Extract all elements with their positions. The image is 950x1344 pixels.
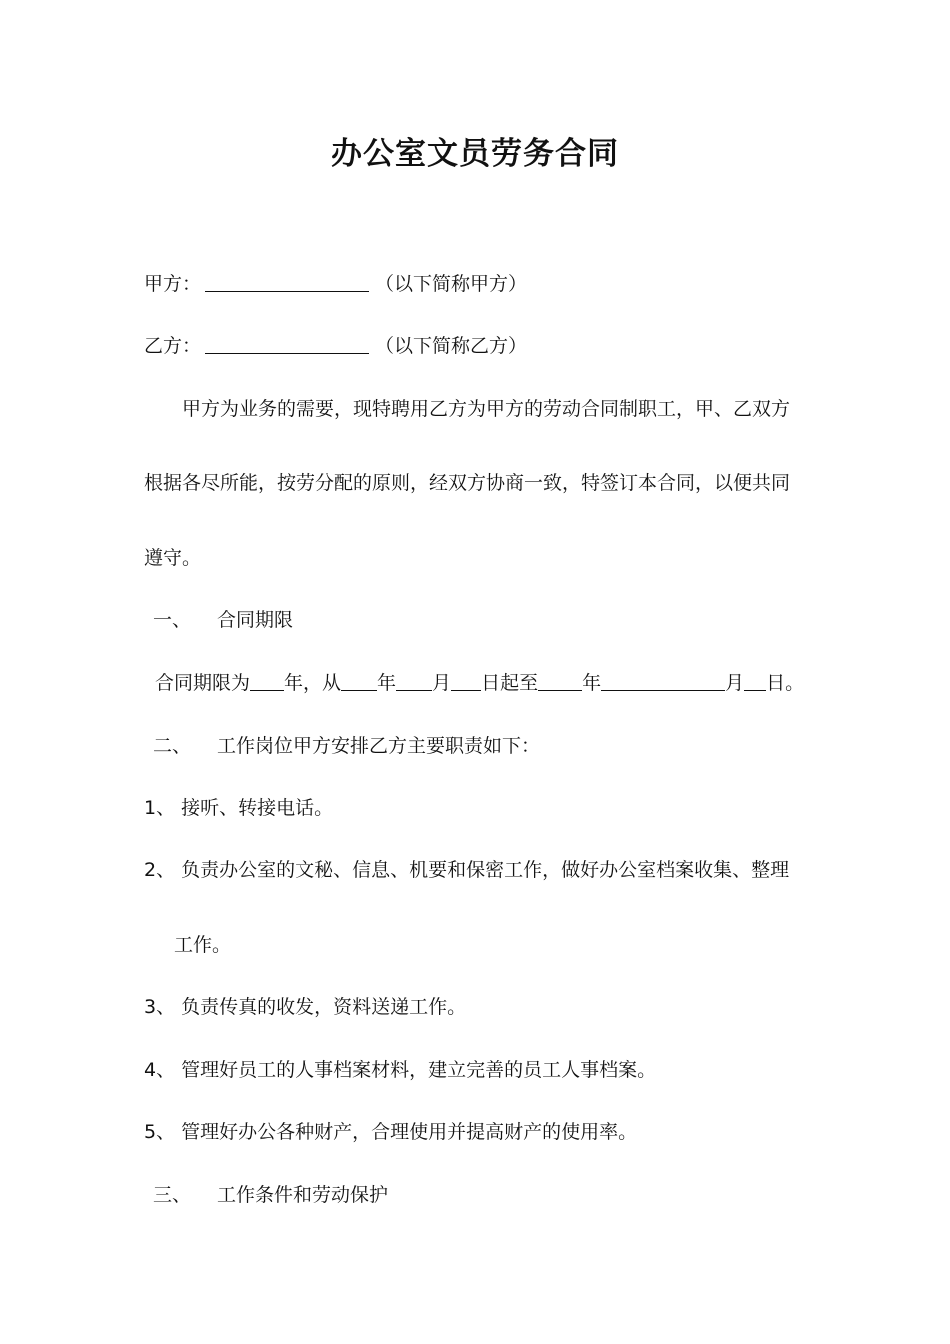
term-blank-start-year — [341, 670, 377, 691]
duty-item-2-continued: 工作。 — [174, 934, 232, 956]
term-text-7: 月 — [725, 672, 745, 694]
intro-line-1: 甲方为业务的需要，现特聘用乙方为甲方的劳动合同制职工，甲、乙双方 — [182, 398, 791, 420]
section-3-heading — [153, 1181, 388, 1209]
duty-item-3: 3、 负责传真的收发，资料送递工作。 — [144, 996, 467, 1018]
section-2-number: 二、 — [153, 735, 192, 757]
duty-item-4: 4、 管理好员工的人事档案材料，建立完善的员工人事档案。 — [144, 1059, 657, 1081]
duty-item-2: 2、 负责办公室的文秘、信息、机要和保密工作，做好办公室档案收集、整理 — [144, 859, 790, 881]
party-b-blank — [205, 333, 369, 354]
term-blank-end-year — [538, 670, 582, 691]
term-text-5: 日起至 — [481, 672, 539, 694]
section-3-title: 工作条件和劳动保护 — [217, 1184, 389, 1206]
term-blank-start-month — [396, 670, 432, 691]
duty-item-5: 5、 管理好办公各种财产，合理使用并提高财产的使用率。 — [144, 1121, 638, 1143]
party-b-line — [144, 332, 527, 360]
term-text-8: 日。 — [766, 672, 805, 694]
document-title: 办公室文员劳务合同 — [331, 136, 619, 172]
section-3-number: 三、 — [153, 1184, 192, 1206]
contract-term-line — [155, 669, 804, 697]
duty-item-1: 1、 接听、转接电话。 — [144, 797, 334, 819]
term-text-1: 合同期限为 — [155, 672, 251, 694]
term-text-2: 年，从 — [284, 672, 342, 694]
party-a-label: 甲方： — [144, 273, 202, 295]
party-b-note: （以下简称乙方） — [375, 335, 528, 357]
section-1-number: 一、 — [153, 609, 192, 631]
term-text-3: 年 — [377, 672, 397, 694]
party-b-label: 乙方： — [144, 335, 202, 357]
term-blank-start-day — [451, 670, 481, 691]
party-a-blank — [205, 271, 369, 292]
term-blank-end-month — [601, 670, 725, 691]
intro-line-2: 根据各尽所能，按劳分配的原则，经双方协商一致，特签订本合同，以便共同 — [144, 472, 791, 494]
section-2-title: 工作岗位甲方安排乙方主要职责如下： — [217, 735, 541, 757]
intro-line-3: 遵守。 — [144, 547, 202, 569]
section-1-title: 合同期限 — [217, 609, 294, 631]
term-blank-years — [250, 670, 284, 691]
section-1-heading — [153, 606, 293, 634]
term-text-6: 年 — [582, 672, 602, 694]
party-a-note: （以下简称甲方） — [375, 273, 528, 295]
term-text-4: 月 — [432, 672, 452, 694]
section-2-heading — [153, 732, 540, 760]
party-a-line — [144, 270, 527, 298]
term-blank-end-day — [744, 670, 766, 691]
